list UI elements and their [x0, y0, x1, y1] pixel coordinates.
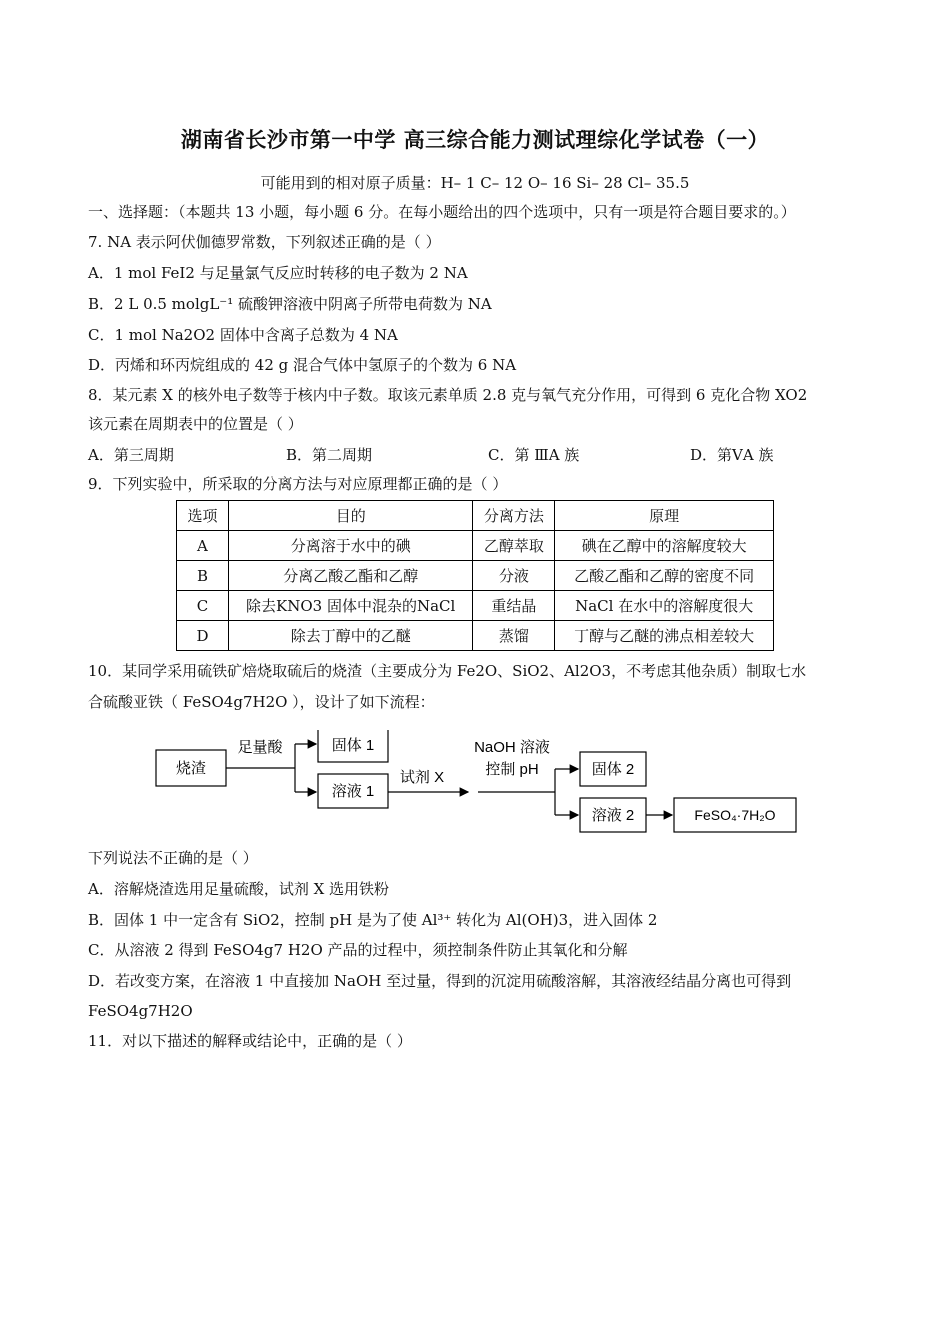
table-row	[177, 561, 774, 591]
q11-stem: 11．对以下描述的解释或结论中，正确的是（ ）	[88, 1032, 412, 1050]
q10-stem-line2: 合硫酸亚铁（ FeSO4g7H2O ），设计了如下流程：	[88, 693, 435, 711]
header-cell: 原理	[555, 501, 774, 531]
table-cell: 分液	[473, 561, 555, 591]
table-cell: NaCl 在水中的溶解度很大	[555, 591, 774, 621]
q9-stem: 9．下列实验中，所采取的分离方法与对应原理都正确的是（ ）	[88, 475, 508, 493]
q10-option-d-line1: D．若改变方案，在溶液 1 中直接加 NaOH 至过量，得到的沉淀用硫酸溶解，其溶液经结晶分离也可得到	[88, 972, 792, 990]
table-row	[177, 621, 774, 651]
table-cell: 蒸馏	[473, 621, 555, 651]
q10-option-a: A．溶解烧渣选用足量硫酸，试剂 X 选用铁粉	[88, 880, 390, 898]
q10-flowchart	[150, 730, 800, 840]
q7-option-c: C．1 mol Na2O2 固体中含离子总数为 4 NA	[88, 326, 398, 344]
flow-solution1-text: 溶液 1	[331, 783, 375, 800]
table-cell: C	[177, 591, 229, 621]
atomic-masses: 可能用到的相对原子质量：H– 1 C– 12 O– 16 Si– 28 Cl– 35.5	[260, 174, 690, 192]
table-cell: 分离溶于水中的碘	[228, 531, 473, 561]
q8-options	[88, 444, 878, 464]
q8-stem-line2: 该元素在周期表中的位置是（ ）	[88, 415, 303, 433]
flow-ph-text: 控制 pH	[485, 761, 539, 778]
q10-stem-line1: 10．某同学采用硫铁矿焙烧取硫后的烧渣（主要成分为 Fe2O、SiO2、Al2O3，不考虑其他杂质）制取七水	[88, 662, 807, 680]
table-cell: 分离乙酸乙酯和乙醇	[228, 561, 473, 591]
flow-start-text: 烧渣	[175, 760, 207, 777]
q7-option-a: A．1 mol FeI2 与足量氯气反应时转移的电子数为 2 NA	[88, 264, 468, 282]
table-header-row	[177, 501, 774, 531]
flow-solution2-text: 溶液 2	[591, 807, 635, 824]
header-cell: 目的	[228, 501, 473, 531]
table-row	[177, 591, 774, 621]
table-cell: 乙酸乙酯和乙醇的密度不同	[555, 561, 774, 591]
flow-acid-text: 足量酸	[237, 739, 283, 756]
q8-option-c: C．第 ⅢA 族	[488, 446, 580, 464]
header-cell: 选项	[177, 501, 229, 531]
q8-option-a: A．第三周期	[88, 446, 174, 464]
table-cell: 碘在乙醇中的溶解度较大	[555, 531, 774, 561]
flow-product-text: FeSO₄·7H₂O	[694, 807, 776, 823]
q9-table	[176, 500, 774, 651]
exam-title: 湖南省长沙市第一中学 高三综合能力测试理综化学试卷（一）	[180, 127, 770, 152]
flow-solid1-text: 固体 1	[331, 737, 375, 754]
table-cell: 除去KNO3 固体中混杂的NaCl	[228, 591, 473, 621]
table-cell: B	[177, 561, 229, 591]
q7-option-b: B．2 L 0.5 molgL⁻¹ 硫酸钾溶液中阴离子所带电荷数为 NA	[88, 295, 492, 313]
q8-option-b: B．第二周期	[286, 446, 373, 464]
q10-option-d-line2: FeSO4g7H2O	[88, 1002, 193, 1020]
table-cell: A	[177, 531, 229, 561]
table-cell: 乙醇萃取	[473, 531, 555, 561]
table-cell: D	[177, 621, 229, 651]
table-cell: 除去丁醇中的乙醚	[228, 621, 473, 651]
q10-option-c: C．从溶液 2 得到 FeSO4g7 H2O 产品的过程中，须控制条件防止其氧化和分解	[88, 941, 628, 959]
header-cell: 分离方法	[473, 501, 555, 531]
table-row	[177, 531, 774, 561]
q8-option-d: D．第ⅤA 族	[690, 446, 774, 464]
q10-ask: 下列说法不正确的是（ ）	[88, 849, 258, 867]
section-heading: 一、选择题：（本题共 13 小题，每小题 6 分。在每小题给出的四个选项中，只有一项是符合题目要求的。）	[88, 203, 796, 221]
table-cell: 丁醇与乙醚的沸点相差较大	[555, 621, 774, 651]
q8-stem-line1: 8．某元素 X 的核外电子数等于核内中子数。取该元素单质 2.8 克与氧气充分作用，可得到 6 克化合物 XO2	[88, 386, 808, 404]
flow-solid2-text: 固体 2	[591, 761, 635, 778]
q7-stem: 7. NA 表示阿伏伽德罗常数，下列叙述正确的是（ ）	[88, 233, 441, 251]
table-cell: 重结晶	[473, 591, 555, 621]
flow-naoh-text: NaOH 溶液	[474, 739, 550, 756]
q10-option-b: B．固体 1 中一定含有 SiO2，控制 pH 是为了使 Al³⁺ 转化为 Al(OH)3，进入固体 2	[88, 911, 658, 929]
q7-option-d: D．丙烯和环丙烷组成的 42 g 混合气体中氢原子的个数为 6 NA	[88, 356, 517, 374]
flow-reagent-text: 试剂 X	[399, 769, 445, 786]
